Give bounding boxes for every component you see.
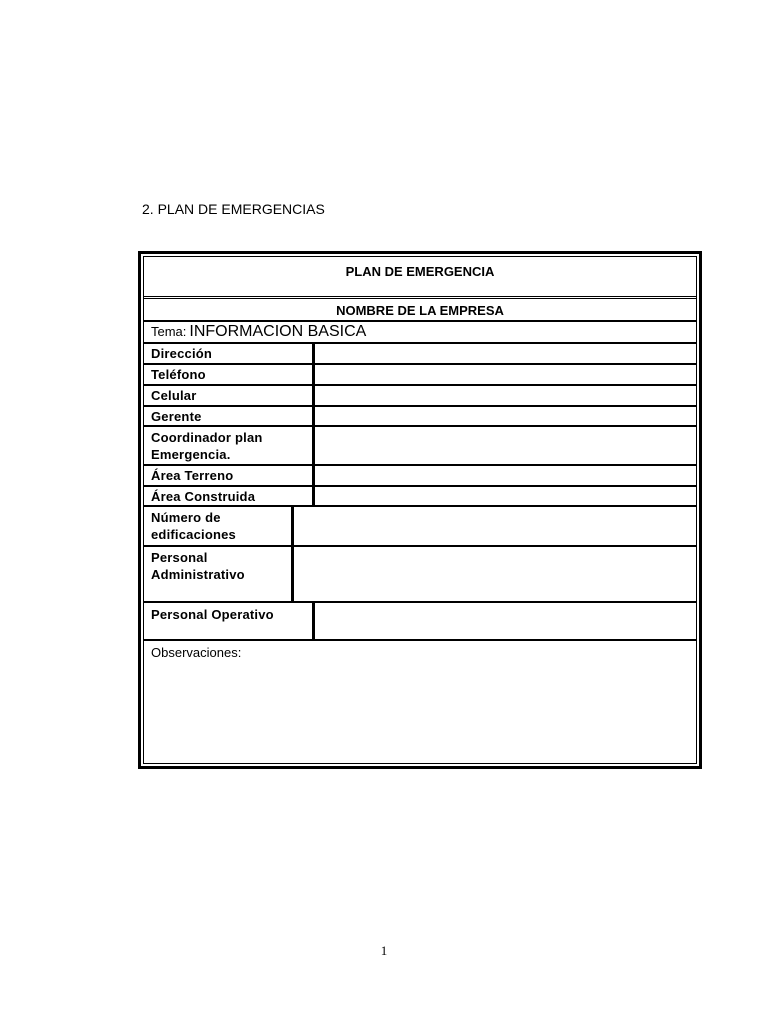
observations-label: Observaciones: bbox=[151, 645, 242, 660]
field-label-personal-operativo: Personal Operativo bbox=[144, 603, 315, 639]
observations-row[interactable] bbox=[144, 641, 696, 763]
field-label-personal-administrativo: Personal Administrativo bbox=[144, 547, 294, 601]
tema-value: INFORMACION BASICA bbox=[189, 323, 367, 340]
form-title-row bbox=[144, 257, 696, 299]
field-row-area-terreno bbox=[144, 466, 696, 487]
field-value-direccion[interactable] bbox=[315, 344, 696, 363]
field-value-gerente[interactable] bbox=[315, 407, 696, 425]
field-row-gerente bbox=[144, 407, 696, 427]
page-number: 1 bbox=[380, 943, 388, 958]
field-row-personal-operativo bbox=[144, 603, 696, 641]
field-value-telefono[interactable] bbox=[315, 365, 696, 384]
field-row-personal-administrativo bbox=[144, 547, 696, 603]
field-label-celular: Celular bbox=[144, 386, 315, 405]
field-label-area-terreno: Área Terreno bbox=[144, 466, 315, 485]
section-heading: 2. PLAN DE EMERGENCIAS bbox=[142, 201, 325, 217]
field-value-personal-operativo[interactable] bbox=[315, 603, 696, 639]
company-name-row bbox=[144, 299, 696, 322]
form-table bbox=[143, 256, 697, 764]
field-row-direccion bbox=[144, 344, 696, 365]
field-label-area-construida: Área Construida bbox=[144, 487, 315, 505]
field-value-personal-administrativo[interactable] bbox=[294, 547, 696, 601]
company-name-header: NOMBRE DE LA EMPRESA bbox=[336, 303, 504, 318]
field-row-area-construida bbox=[144, 487, 696, 507]
field-label-gerente: Gerente bbox=[144, 407, 315, 425]
field-row-edificaciones bbox=[144, 507, 696, 547]
emergency-plan-form bbox=[138, 251, 702, 769]
field-row-coordinador bbox=[144, 427, 696, 466]
field-row-celular bbox=[144, 386, 696, 407]
field-label-direccion: Dirección bbox=[144, 344, 315, 363]
field-divider bbox=[273, 547, 294, 601]
field-divider bbox=[273, 507, 294, 545]
field-row-telefono bbox=[144, 365, 696, 386]
tema-row bbox=[144, 322, 696, 344]
field-value-celular[interactable] bbox=[315, 386, 696, 405]
form-title: PLAN DE EMERGENCIA bbox=[345, 264, 495, 279]
field-label-telefono: Teléfono bbox=[144, 365, 315, 384]
field-value-edificaciones[interactable] bbox=[294, 507, 696, 545]
field-value-coordinador[interactable] bbox=[315, 427, 696, 464]
field-value-area-terreno[interactable] bbox=[315, 466, 696, 485]
field-label-coordinador: Coordinador plan Emergencia. bbox=[144, 427, 315, 464]
tema-label: Tema: bbox=[151, 324, 187, 339]
field-value-area-construida[interactable] bbox=[315, 487, 696, 505]
field-label-edificaciones: Número de edificaciones bbox=[144, 507, 294, 545]
